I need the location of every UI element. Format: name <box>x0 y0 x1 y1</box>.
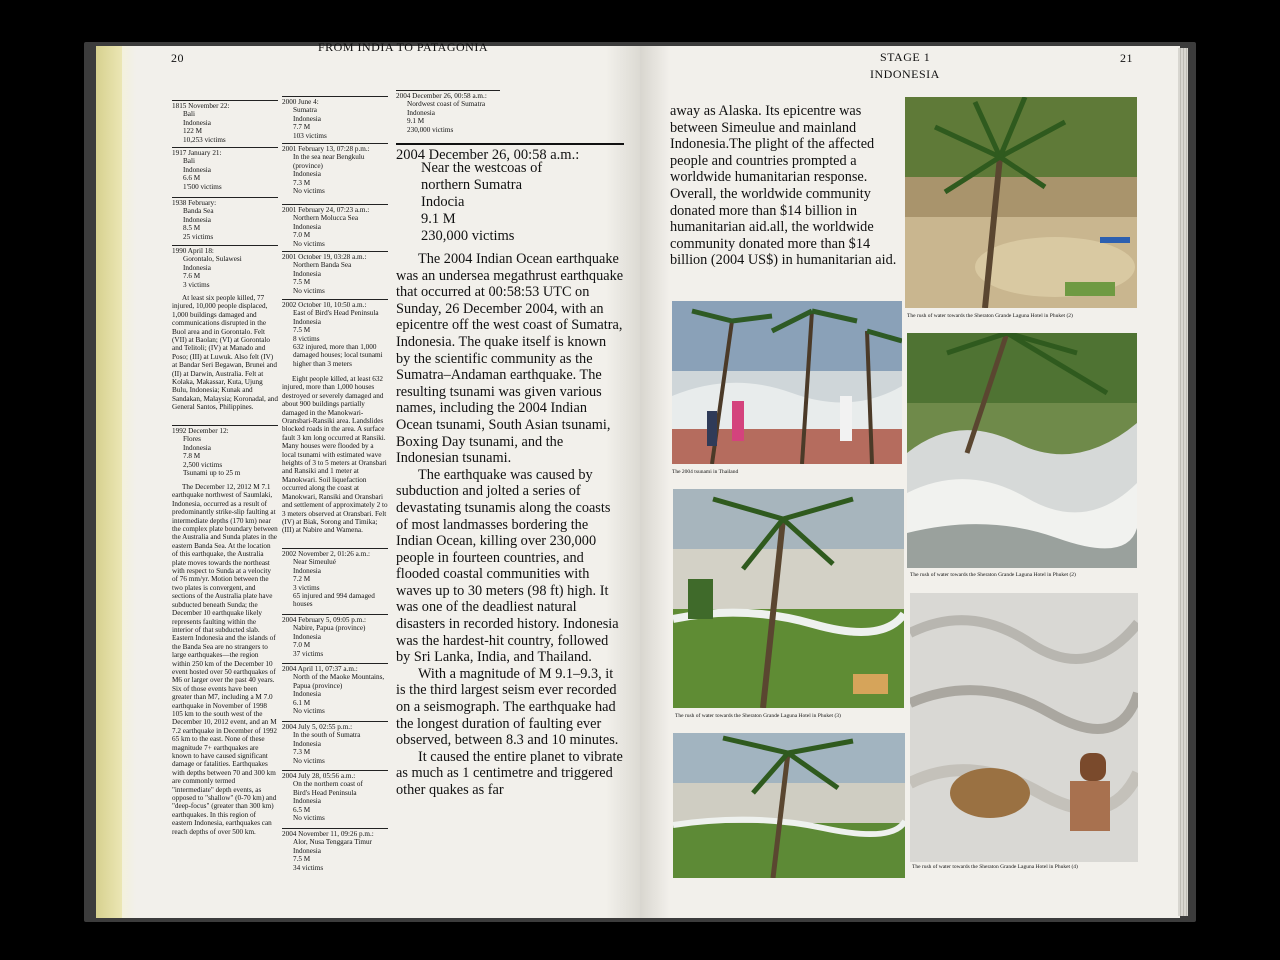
quake-entry-line: Tsunami up to 25 m <box>183 469 241 478</box>
feature-line: 9.1 M <box>421 211 456 227</box>
quake-entry-date: 1938 February: <box>172 199 217 207</box>
quake-entry-date: 1990 April 18: <box>172 247 214 255</box>
quake-entry-line: Indonesia <box>293 739 321 748</box>
quake-entry-line: Near Simeulué <box>293 558 336 567</box>
quake-entry-date: 1917 January 21: <box>172 149 222 157</box>
body-paragraph: The earthquake was caused by subduction and jolted a series of devastating tsunamis along the coasts of most landmasses bordering the Indian Ocean, killing over 230,000 people in fourteen countries, and flooded coastal communities with waves up to 30 meters (98 ft) high. It was one of the deadliest natural disasters in recorded history. Indonesia was the hardest-hit country, followed by Sri Lanka, India, and Thailand. <box>396 466 619 666</box>
quake-entry-line: 7.5 M <box>293 855 311 864</box>
quake-entry-date: 2001 October 19, 03:28 a.m.: <box>282 253 367 261</box>
feature-line: Indocia <box>421 194 465 210</box>
quake-entry-line: 7.7 M <box>293 123 311 132</box>
body-paragraph: It caused the entire planet to vibrate as much as 1 centimetre and triggered other quakes as far <box>396 748 623 798</box>
quake-entry-line: In the south of Sumatra <box>293 731 361 740</box>
quake-entry-line: Nabire, Papua (province) <box>293 624 366 633</box>
quake-entry-line: Indonesia <box>293 269 321 278</box>
quake-entry <box>282 204 388 248</box>
quake-entry-line: damaged houses; local tsunami higher than 3 meters <box>293 351 383 368</box>
photo-caption: The rush of water towards the Sheraton Grande Laguna Hotel in Phuket (2) <box>910 572 1076 578</box>
quake-entry-line: houses <box>293 600 313 609</box>
quake-entry <box>282 614 388 658</box>
quake-entry <box>282 721 388 765</box>
quake-entry-date: 2004 November 11, 09:26 p.m.: <box>282 830 374 838</box>
quake-entry-line: 7.5 M <box>293 326 311 335</box>
feature-details <box>421 160 542 245</box>
quake-entry <box>282 548 388 609</box>
body-text-continued: away as Alaska. Its epicentre was between Simeulue and mainland Indonesia.The plight of the affected people and countries prompted a worldwide humanitarian response. Overall, the worldwide community donated more than $14 billion in humanitarian aid.all, the worldwide community donated more than $14 billion (2004 US$) in humanitarian aid. <box>670 103 897 269</box>
quake-entry-date: 2004 July 5, 02:55 p.m.: <box>282 723 353 731</box>
quake-entry-line: 7.0 M <box>293 231 311 240</box>
quake-entry-line: Indonesia <box>183 118 211 127</box>
quake-entry-date: 2004 February 5, 09:05 p.m.: <box>282 616 367 624</box>
quake-entry-line: No victims <box>293 707 325 716</box>
feature-line: Near the westcoas of <box>421 160 543 176</box>
quake-entry-line: 7.5 M <box>293 278 311 287</box>
quake-entry-line: In the sea near Bengkulu <box>293 153 365 162</box>
page-number-right: 21 <box>1120 51 1133 65</box>
quake-entry <box>172 147 278 191</box>
feature-line: 230,000 victims <box>421 228 515 244</box>
quake-entry-line: Banda Sea <box>183 207 214 216</box>
tsunami-photo <box>673 489 904 708</box>
feature-line: northern Sumatra <box>421 177 523 193</box>
quake-entry-line: Indonesia <box>293 632 321 641</box>
quake-entry-line: Indonesia <box>183 443 211 452</box>
quake-entry-line: Bird's Head Peninsula <box>293 788 357 797</box>
quake-entry-line: 25 victims <box>183 232 214 241</box>
quake-entry <box>396 90 500 134</box>
quake-entry-line: 8 victims <box>293 334 320 343</box>
quake-entry <box>282 96 388 140</box>
quake-entry-line: Indonesia <box>293 566 321 575</box>
quake-entry-line: Northern Molucca Sea <box>293 214 359 223</box>
quake-entry-line: 7.3 M <box>293 748 311 757</box>
note-text: At least six people killed, 77 injured, 10,000 people displaced, 1,000 buildings damaged and communications disrupted in the Buol area and in Gorontalo. Felt (VII) at Baolan; (VI) at Gorontalo and Telitoli; (IV) at Manado and Poso; (III) at Luwuk. Also felt (IV) at Bandar Seri Begawan, Brunei and (II) at Darwin, Australia. Felt at Kolaka, Makassar, Kuta, Ujung Bulu, Indonesia; Kunak and Sandakan, Malaysia; Koronadal, and General Santos, Philippines. <box>172 294 278 412</box>
quake-entry-line: Indonesia <box>293 222 321 231</box>
quake-entry-line: Alor, Nusa Tenggara Timur <box>293 838 372 847</box>
feature-date: 2004 December 26, 00:58 a.m.: <box>396 143 624 164</box>
quake-entry <box>172 197 278 241</box>
quake-entry-line: No victims <box>293 239 325 248</box>
tsunami-photo <box>905 97 1137 308</box>
quake-entry-line: 7.6 M <box>183 272 201 281</box>
quake-entry-line: 10,253 victims <box>183 135 226 144</box>
quake-entry <box>282 770 388 822</box>
quake-entry-line: No victims <box>293 187 325 196</box>
quake-entry-line: Indonesia <box>293 170 321 179</box>
quake-entry-date: 2002 October 10, 10:50 a.m.: <box>282 301 367 309</box>
quake-entry-line: 34 victims <box>293 863 324 872</box>
quake-entry-date: 2004 December 26, 00:58 a.m.: <box>396 92 487 100</box>
quake-entry-line: 37 victims <box>293 649 324 658</box>
quake-entry-line: Indonesia <box>183 263 211 272</box>
quake-entry-line: 3 victims <box>183 280 210 289</box>
quake-entry-line: 122 M <box>183 127 202 136</box>
quake-entry-date: 1992 December 12: <box>172 427 229 435</box>
quake-entry-line: 6.1 M <box>293 698 311 707</box>
quake-entry-line: Indonesia <box>293 797 321 806</box>
quake-entry-line: East of Bird's Head Peninsula <box>293 309 379 318</box>
photo-caption: The rush of water towards the Sheraton Grande Laguna Hotel in Phuket (3) <box>675 713 841 719</box>
page-edge <box>96 46 122 918</box>
quake-entry-line: 7.3 M <box>293 178 311 187</box>
quake-entry-line: On the northern coast of <box>293 780 363 789</box>
tsunami-photo <box>910 593 1138 862</box>
quake-entry-date: 2004 April 11, 07:37 a.m.: <box>282 665 358 673</box>
quake-entry <box>282 143 388 195</box>
quake-entry-line: Sumatra <box>293 106 317 115</box>
country-label: INDONESIA <box>870 67 940 81</box>
quake-entry-line: 6.5 M <box>293 805 311 814</box>
quake-entry <box>282 299 388 368</box>
quake-entry <box>282 828 388 872</box>
note-text: The December 12, 2012 M 7.1 earthquake northwest of Saumlaki, Indonesia, occurred as a result of predominantly strike-slip faulting at intermediate depths (170 km) near the complex plate boundary between the Australia and Sunda plates in the eastern Banda Sea. At the location of this earthquake, the Australia plate moves towards the northeast with respect to Sunda at a velocity of 76 mm/yr. Motion between the two plates is convergent, and sections of the Australia plate have subducted beneath Sunda; the December 10 earthquake likely represents faulting within the interior of that subducted slab. Eastern Indonesia and the islands of the Banda Sea are no strangers to large earthquakes—the region within 250 km of the December 10 event hosted over 50 earthquakes of M6 or larger over the past 40 years. Six of those events have been greater than M7, including a M 7.0 earthquake in November of 1998 105 km to the south west of the December 10, 2012 event, and an M 7.2 earthquake in December of 1992 65 km to the east. None of these magnitude 7+ earthquakes are known to have caused significant damage or fatalities. Earthquakes with depths between 70 and 300 km are commonly termed "intermediate" depth events, as opposed to "shallow" (0-70 km) and "deep-focus" (greater than 300 km) earthquakes. In this region of eastern Indonesia, earthquakes can reach depths of over 500 km. <box>172 483 278 836</box>
quake-entry-line: 9.1 M <box>407 117 425 126</box>
quake-entry-line: 7.8 M <box>183 452 201 461</box>
quake-entry-line: Northern Banda Sea <box>293 261 352 270</box>
quake-entry-line: 7.2 M <box>293 575 311 584</box>
quake-entry-date: 2001 February 24, 07:23 a.m.: <box>282 206 370 214</box>
body-text <box>396 251 624 799</box>
photo-caption: The 2004 tsunami in Thailand <box>672 469 739 475</box>
quake-entry-line: Indonesia <box>183 165 211 174</box>
stage-label: STAGE 1 <box>880 50 931 64</box>
running-head: FROM INDIA TO PATAGONIA <box>318 40 489 54</box>
quake-entry-line: Indonesia <box>293 317 321 326</box>
quake-entry-date: 1815 November 22: <box>172 102 230 110</box>
page-stack-edge <box>1178 48 1188 916</box>
quake-entry <box>172 100 278 144</box>
body-paragraph: With a magnitude of M 9.1–9.3, it is the third largest seism ever recorded on a seismograph. The earthquake had the longest duration of faulting ever observed, between 8.3 and 10 minutes. <box>396 665 619 749</box>
quake-entry <box>282 663 388 715</box>
quake-entry-line: No victims <box>293 286 325 295</box>
quake-entry-line: Indonesia <box>293 690 321 699</box>
quake-entry-line: 230,000 victims <box>407 125 454 134</box>
quake-entry-line: 3 victims <box>293 583 320 592</box>
quake-entry-line: Flores <box>183 435 201 444</box>
quake-entry-line: 6.6 M <box>183 174 201 183</box>
quake-entry-line: Gorontalo, Sulawesi <box>183 255 242 264</box>
quake-entry-line: 7.0 M <box>293 641 311 650</box>
quake-entry-line: Indonesia <box>293 846 321 855</box>
quake-entry <box>172 425 278 477</box>
quake-entry-date: 2000 June 4: <box>282 98 319 106</box>
quake-entry-line: No victims <box>293 814 325 823</box>
quake-entry-line: Bali <box>183 157 195 166</box>
quake-entry-line: 1'500 victims <box>183 182 222 191</box>
page-number-left: 20 <box>171 51 184 65</box>
quake-entry-line: 8.5 M <box>183 224 201 233</box>
quake-entry-line: No victims <box>293 756 325 765</box>
quake-entry-line: Indonesia <box>293 114 321 123</box>
tsunami-photo <box>673 733 905 878</box>
quake-entry-line: Bali <box>183 110 195 119</box>
quake-entry-line: Indonesia <box>407 108 435 117</box>
tsunami-photo <box>672 301 902 464</box>
quake-entry-line: (province) <box>293 161 323 170</box>
quake-entry-line: Indonesia <box>183 215 211 224</box>
quake-entry-line: 632 injured, more than 1,000 <box>293 343 377 352</box>
quake-entry-date: 2001 February 13, 07:28 p.m.: <box>282 145 370 153</box>
quake-entry-line: 103 victims <box>293 131 327 140</box>
note-text: Eight people killed, at least 632 injured, more than 1,000 houses destroyed or severely damaged and about 900 buildings partially damaged in the Manokwari-Oransbari-Ransiki area. Landslides blocked roads in the area. A surface fault 3 km long occurred at Ransiki. Many houses were flooded by a local tsunami with estimated wave heights of 3 to 5 meters at Oransbari and Ransiki and 1 meter at Manokwari. Soil liquefaction occurred along the coast at Manokwari, Ransiki and Oransbari and settlement of approximately 2 to 3 meters observed at Oransbari. Felt (IV) at Biak, Sorong and Timika; (III) at Nabire and Wamena. <box>282 375 388 535</box>
quake-entry-line: 65 injured and 994 damaged <box>293 592 375 601</box>
quake-entry <box>172 245 278 289</box>
quake-entry-date: 2004 July 28, 05:56 a.m.: <box>282 772 356 780</box>
quake-entry-line: Nordwest coast of Sumatra <box>407 100 486 109</box>
photo-caption: The rush of water towards the Sheraton Grande Laguna Hotel in Phuket (2) <box>907 313 1073 319</box>
quake-entry-line: 2,500 victims <box>183 460 223 469</box>
quake-entry <box>282 251 388 295</box>
body-paragraph: The 2004 Indian Ocean earthquake was an undersea megathrust earthquake that occurred at 00:58:53 UTC on Sunday, 26 December 2004, with an epicentre off the west coast of Sumatra, Indonesia. The quake itself is known by the scientific community as the Sumatra–Andaman earthquake. The resulting tsunami was given various names, including the 2004 Indian Ocean tsunami, South Asian tsunami, Boxing Day tsunami, and the Indonesian tsunami. <box>396 251 624 467</box>
quake-entry-date: 2002 November 2, 01:26 a.m.: <box>282 550 371 558</box>
quake-entry-line: North of the Maoke Mountains, Papua (province) <box>293 673 385 690</box>
photo-caption: The rush of water towards the Sheraton Grande Laguna Hotel in Phuket (4) <box>912 864 1078 870</box>
tsunami-photo <box>907 333 1137 568</box>
